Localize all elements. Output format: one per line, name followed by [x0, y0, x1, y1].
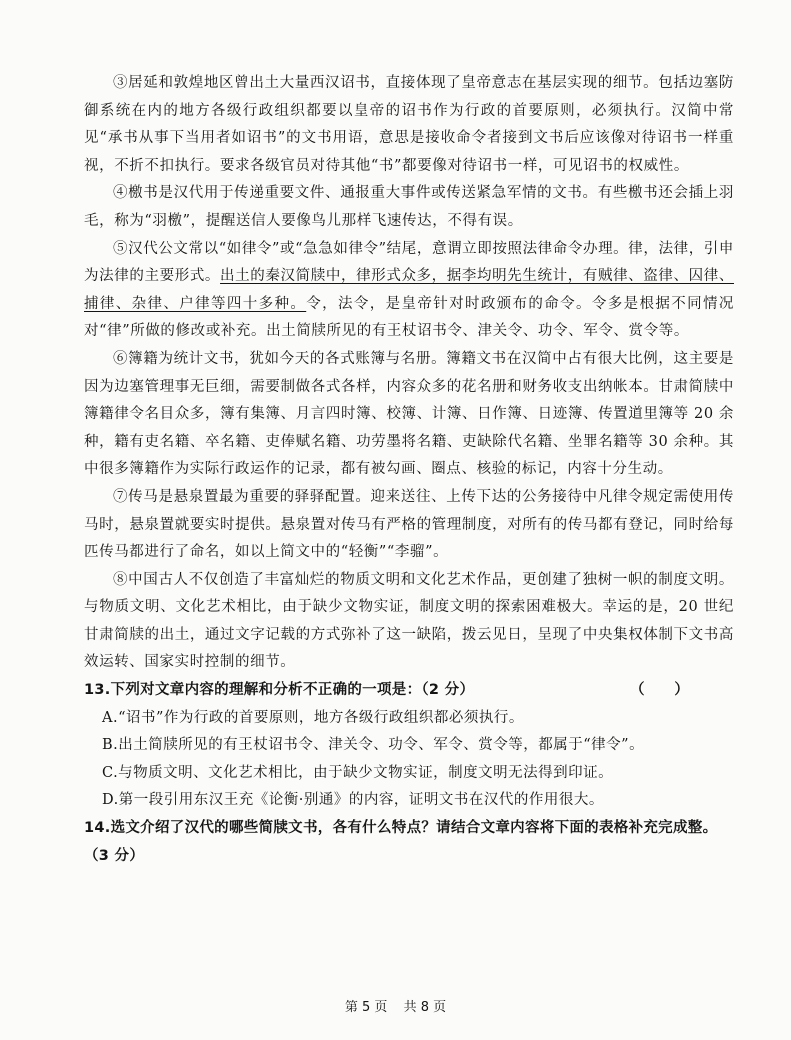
total-pages: 共 8 页: [403, 1000, 447, 1015]
question-13-text: 13.下列对文章内容的理解和分析不正确的一项是：（2 分）: [84, 682, 475, 699]
question-14-stem: 14.选文介绍了汉代的哪些简牍文书，各有什么特点？请结合文章内容将下面的表格补充完成整。（3 分）: [84, 820, 718, 864]
paragraph-5-part-b: 令，法令，是皇帝针对时政颁布的命令。令多是根据不同情况对“律”所做的修改或补充。出土简牍所见的有王杖诏书令、津关令、功令、军令、赏令等。: [84, 295, 734, 340]
paragraph-6: ⑥簿籍为统计文书，犹如今天的各式账簿与名册。簿籍文书在汉简中占有很大比例，这主要是因为边塞管理事无巨细，需要制做各式各样，内容众多的花名册和财务收支出纳帐本。甘肃简牍中簿籍律令名目众多，簿有集簿、月言四时簿、校簿、计簿、日作簿、日迹簿、传置道里簿等 20 余种，籍有吏名籍、卒名籍、吏俸赋名籍、功劳墨将名籍、吏缺除代名籍、坐罪名籍等 30 余种。其中很多簿籍作为实际行政运作的记录，都有被勾画、圈点、核验的标记，内容十分生动。: [84, 350, 734, 478]
answer-blank: （ ）: [630, 682, 690, 699]
page-footer: [0, 996, 791, 1015]
option-d: D.第一段引用东汉王充《论衡·别通》的内容，证明文书在汉代的作用很大。: [102, 792, 604, 809]
option-b: B.出土简牍所见的有王杖诏书令、津关令、功令、军令、赏令等，都属于“律令”。: [102, 737, 645, 754]
paragraph-5: [84, 236, 734, 346]
paragraph-5-underlined: 出土的秦汉简牍中，律形式众多，据李均明先生统计，有贼律、盗律、囚律、捕律、杂律、户律等四十多种。: [84, 268, 734, 312]
page-number: 第 5 页: [344, 1000, 388, 1015]
option-c: C.与物质文明、文化艺术相比，由于缺少文物实证，制度文明无法得到印证。: [102, 764, 614, 781]
paragraph-3: ③居延和敦煌地区曾出土大量西汉诏书，直接体现了皇帝意志在基层实现的细节。包括边塞防御系统在内的地方各级行政组织都要以皇帝的诏书作为行政的首要原则，必须执行。汉简中常见“承书从事下当用者如诏书”的文书用语，意思是接收命令者接到文书后应该像对待诏书一样重视，不折不扣执行。要求各级官员对待其他“书”都要像对待诏书一样，可见诏书的权威性。: [84, 75, 734, 174]
paragraph-5-part-a: ⑤汉代公文常以“如律令”或“急急如律令”结尾，意谓立即按照法律命令办理。律，法律，引申为法律的主要形式。: [84, 240, 734, 285]
question-13-stem: [84, 677, 734, 705]
paragraph-8: ⑧中国古人不仅创造了丰富灿烂的物质文明和文化艺术作品，更创建了独树一帜的制度文明。与物质文明、文化艺术相比，由于缺少文物实证，制度文明的探索困难极大。幸运的是，20 世纪甘肃简牍的出土，通过文字记载的方式弥补了这一缺陷，拨云见日，呈现了中央集权体制下文书高效运转、国家实时控制的细节。: [84, 571, 734, 671]
exam-page-body: [84, 70, 734, 870]
paragraph-7: ⑦传马是悬泉置最为重要的驿驿配置。迎来送往、上传下达的公务接待中凡律令规定需使用传马时，悬泉置就要实时提供。悬泉置对传马有严格的管理制度，对所有的传马都有登记，同时给每匹传马都进行了命名，如以上简文中的“轻衡”“李骝”。: [84, 488, 734, 561]
paragraph-4: ④檄书是汉代用于传递重要文件、通报重大事件或传送紧急军情的文书。有些檄书还会插上羽毛，称为“羽檄”，提醒送信人要像鸟儿那样飞速传达，不得有误。: [84, 185, 734, 229]
option-a: A.“诏书”作为行政的首要原则，地方各级行政组织都必须执行。: [102, 709, 524, 726]
